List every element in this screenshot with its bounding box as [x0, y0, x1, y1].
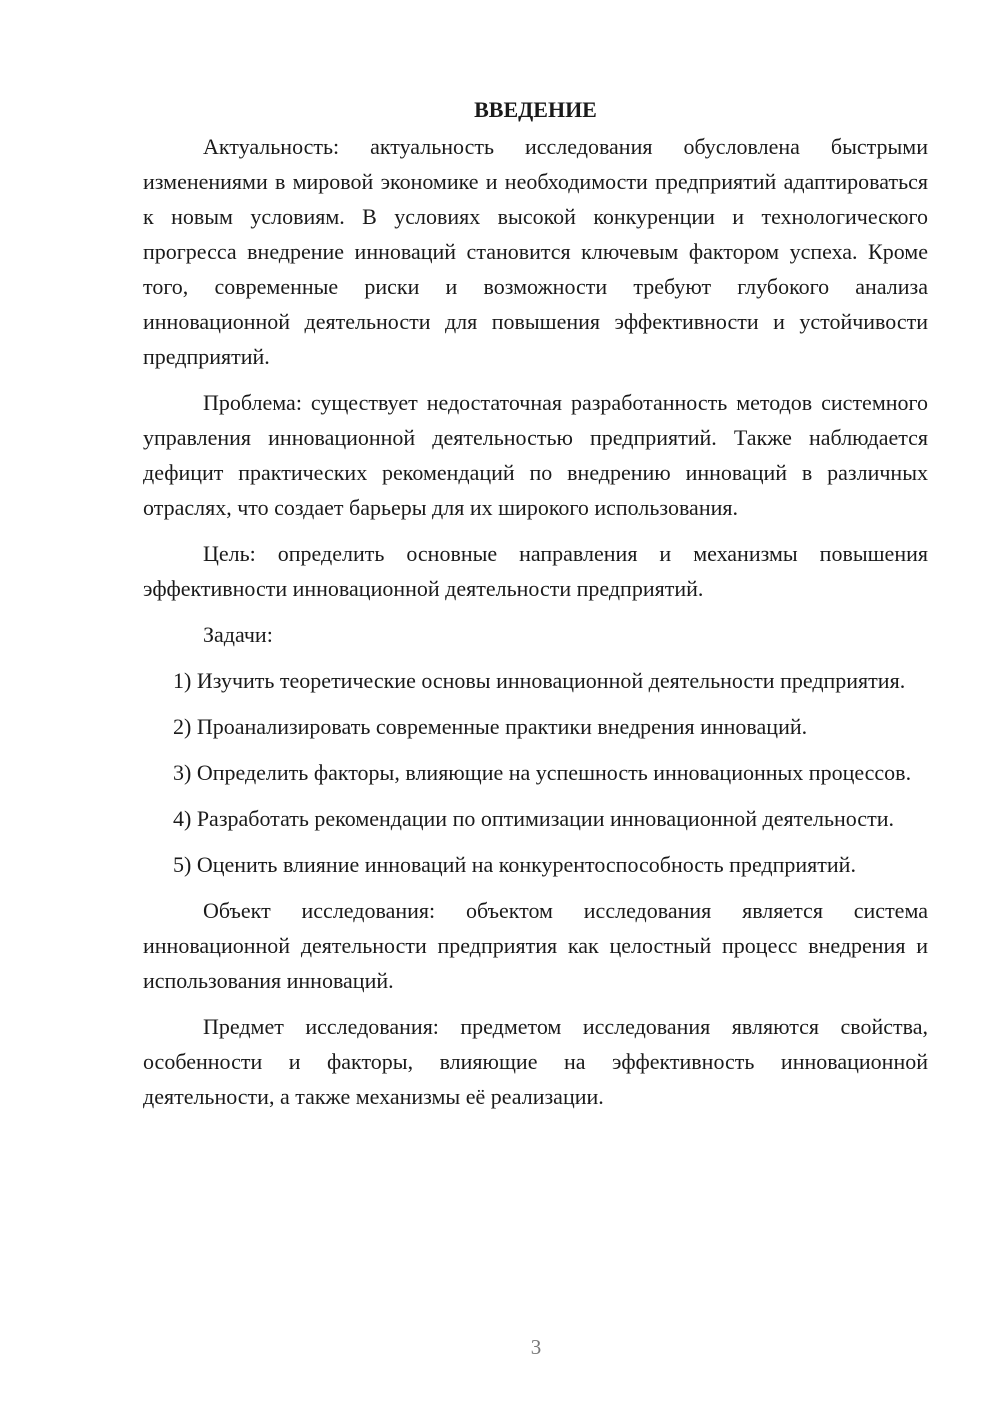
problem-paragraph: Проблема: существует недостаточная разработанность методов системного управления инновационной деятельностью предприятий. Также наблюдается дефицит практических рекомендаций по внедрению инноваций в различных отраслях, что создает барьеры для их широкого использования.	[143, 390, 928, 520]
task-item: 4) Разработать рекомендации по оптимизации инновационной деятельности.	[173, 806, 894, 831]
subject-paragraph: Предмет исследования: предметом исследования являются свойства, особенности и факторы, влияющие на эффективность инновационной деятельности, а также механизмы её реализации.	[143, 1014, 928, 1109]
relevance-paragraph: Актуальность: актуальность исследования обусловлена быстрыми изменениями в мировой экономике и необходимости предприятий адаптироваться к новым условиям. В условиях высокой конкуренции и технологического прогресса внедрение инноваций становится ключевым фактором успеха. Кроме того, современные риски и возможности требуют глубокого анализа инновационной деятельности для повышения эффективности и устойчивости предприятий.	[143, 134, 928, 369]
object-paragraph: Объект исследования: объектом исследования является система инновационной деятельности предприятия как целостный процесс внедрения и использования инноваций.	[143, 898, 928, 993]
page-number: 3	[530, 1335, 542, 1359]
task-item: 1) Изучить теоретические основы инновационной деятельности предприятия.	[173, 668, 906, 693]
task-item: 5) Оценить влияние инноваций на конкурентоспособность предприятий.	[173, 852, 856, 877]
task-item: 3) Определить факторы, влияющие на успешность инновационных процессов.	[173, 760, 912, 785]
tasks-label: Задачи:	[203, 622, 273, 647]
tasks-list	[143, 663, 928, 882]
task-item: 2) Проанализировать современные практики внедрения инноваций.	[173, 714, 808, 739]
goal-paragraph: Цель: определить основные направления и механизмы повышения эффективности инновационной деятельности предприятий.	[143, 541, 928, 601]
page-content	[143, 92, 928, 1125]
section-heading: ВВЕДЕНИЕ	[474, 97, 597, 122]
